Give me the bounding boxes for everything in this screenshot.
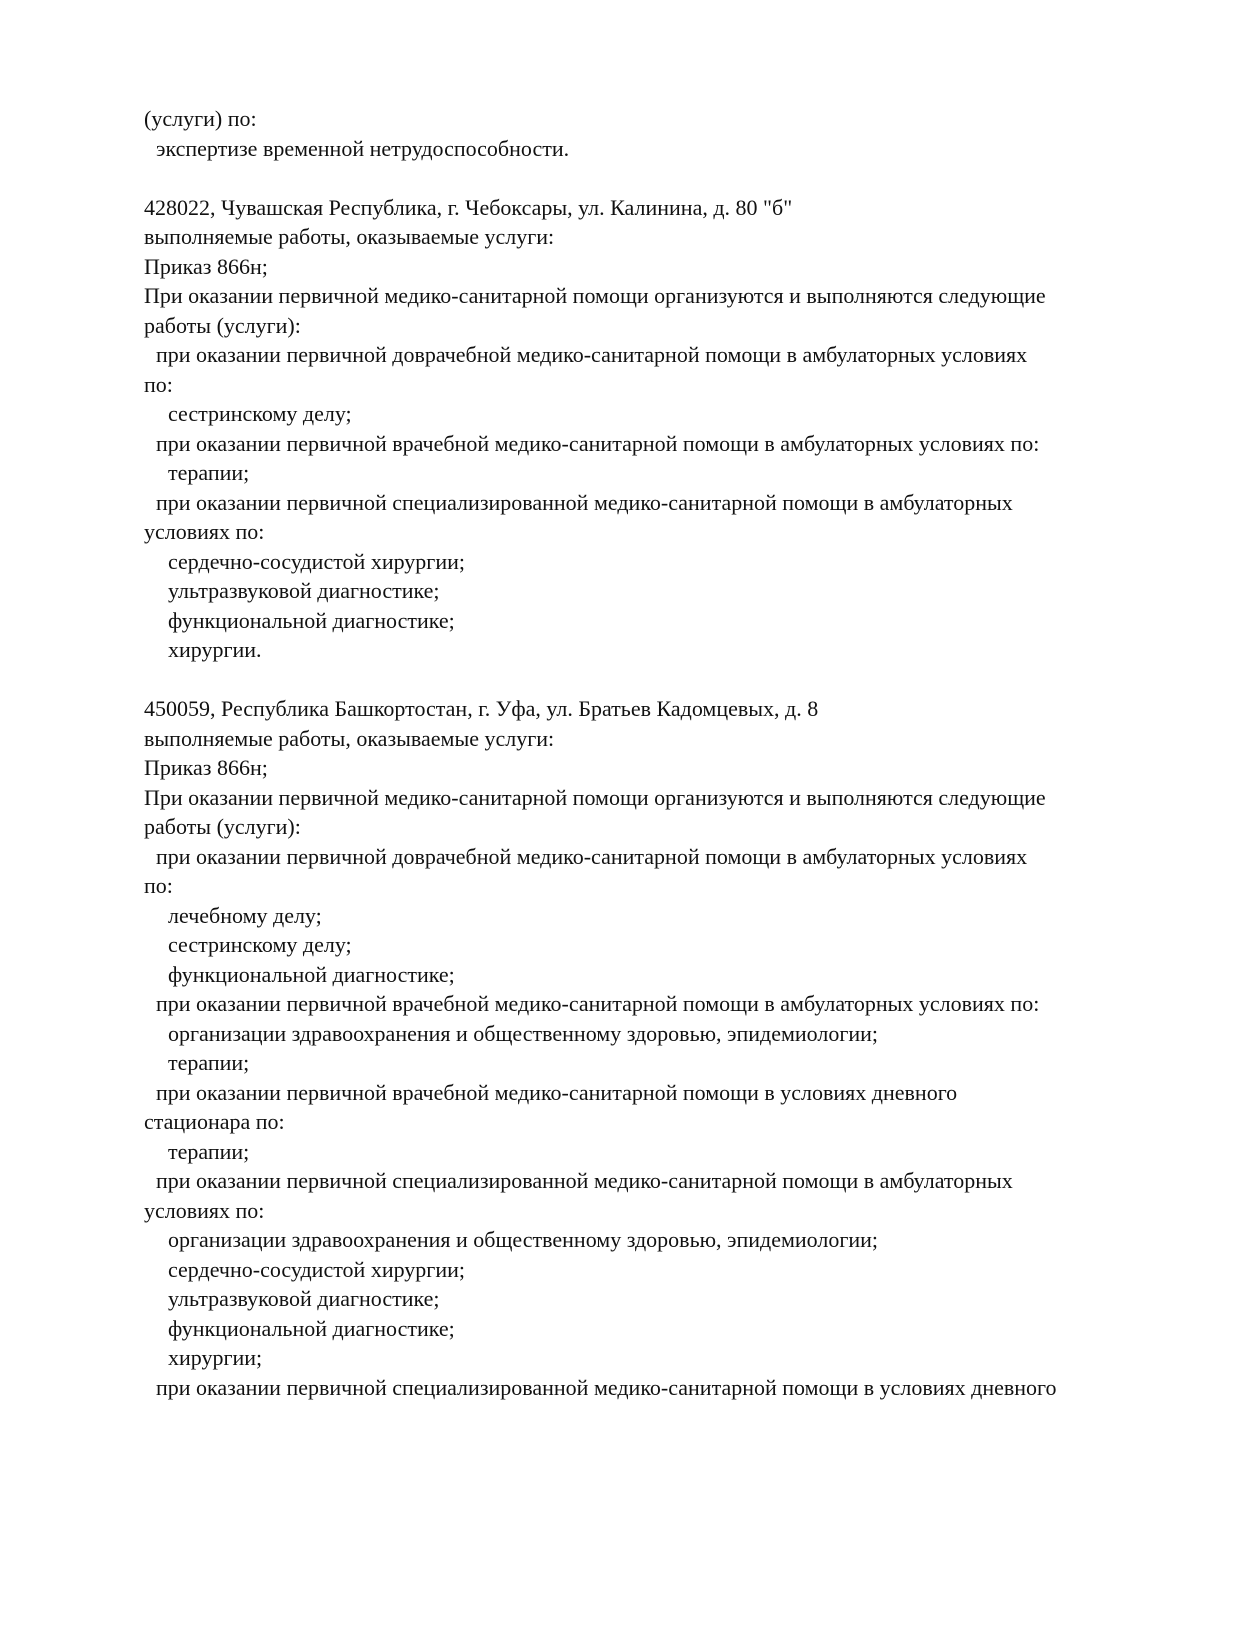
list-item: терапии; <box>168 1138 250 1164</box>
paragraph-gap <box>144 665 1194 695</box>
section-heading-cont: по: <box>144 371 173 397</box>
paragraph-gap <box>144 163 1194 193</box>
intro-line: При оказании первичной медико-санитарной помощи организуются и выполняются следующие <box>144 784 1046 810</box>
section-heading-cont: условиях по: <box>144 1197 265 1223</box>
section-heading-cont: стационара по: <box>144 1109 285 1134</box>
text-line: (услуги) по: <box>144 106 257 131</box>
section-heading: при оказании первичной специализированной медико-санитарной помощи в амбулаторных <box>156 1168 1013 1193</box>
intro-line: работы (услуги): <box>144 312 301 338</box>
section-heading: при оказании первичной врачебной медико-санитарной помощи в амбулаторных условиях по: <box>156 991 1040 1016</box>
list-item: организации здравоохранения и общественному здоровью, эпидемиологии; <box>168 1227 879 1252</box>
address-line: 450059, Республика Башкортостан, г. Уфа, ул. Братьев Кадомцевых, д. 8 <box>144 696 819 721</box>
section-heading-cont: по: <box>144 873 173 898</box>
list-item: лечебному делу; <box>168 902 322 928</box>
intro-line: работы (услуги): <box>144 814 301 839</box>
list-item: сестринскому делу; <box>168 401 352 426</box>
order-reference: Приказ 866н; <box>144 755 268 780</box>
list-item: функциональной диагностике; <box>168 1315 455 1341</box>
section-heading: при оказании первичной врачебной медико-санитарной помощи в амбулаторных условиях по: <box>156 430 1040 456</box>
works-label: выполняемые работы, оказываемые услуги: <box>144 224 555 249</box>
list-item: сердечно-сосудистой хирургии; <box>168 548 465 574</box>
list-item: хирургии. <box>168 637 262 662</box>
list-item: функциональной диагностике; <box>168 961 455 987</box>
section-heading: при оказании первичной специализированной медико-санитарной помощи в условиях дневного <box>156 1374 1057 1400</box>
section-heading: при оказании первичной врачебной медико-санитарной помощи в условиях дневного <box>156 1079 958 1105</box>
list-item: сестринскому делу; <box>168 932 352 957</box>
list-item: организации здравоохранения и общественному здоровью, эпидемиологии; <box>168 1020 879 1046</box>
order-reference: Приказ 866н; <box>144 253 268 279</box>
list-item: функциональной диагностике; <box>168 607 455 633</box>
section-heading: при оказании первичной специализированной медико-санитарной помощи в амбулаторных <box>156 489 1013 515</box>
intro-line: При оказании первичной медико-санитарной помощи организуются и выполняются следующие <box>144 283 1046 308</box>
text-line: экспертизе временной нетрудоспособности. <box>156 135 570 161</box>
list-item: ультразвуковой диагностике; <box>168 1286 440 1311</box>
address-line: 428022, Чувашская Республика, г. Чебоксары, ул. Калинина, д. 80 "б" <box>144 194 793 220</box>
section-heading: при оказании первичной доврачебной медико-санитарной помощи в амбулаторных условиях <box>156 843 1028 869</box>
list-item: хирургии; <box>168 1345 263 1370</box>
works-label: выполняемые работы, оказываемые услуги: <box>144 725 555 751</box>
list-item: ультразвуковой диагностике; <box>168 578 440 603</box>
document-page <box>144 104 1194 1402</box>
section-heading: при оказании первичной доврачебной медико-санитарной помощи в амбулаторных условиях <box>156 342 1028 367</box>
list-item: сердечно-сосудистой хирургии; <box>168 1256 465 1282</box>
list-item: терапии; <box>168 460 250 485</box>
list-item: терапии; <box>168 1050 250 1075</box>
section-heading-cont: условиях по: <box>144 519 265 544</box>
